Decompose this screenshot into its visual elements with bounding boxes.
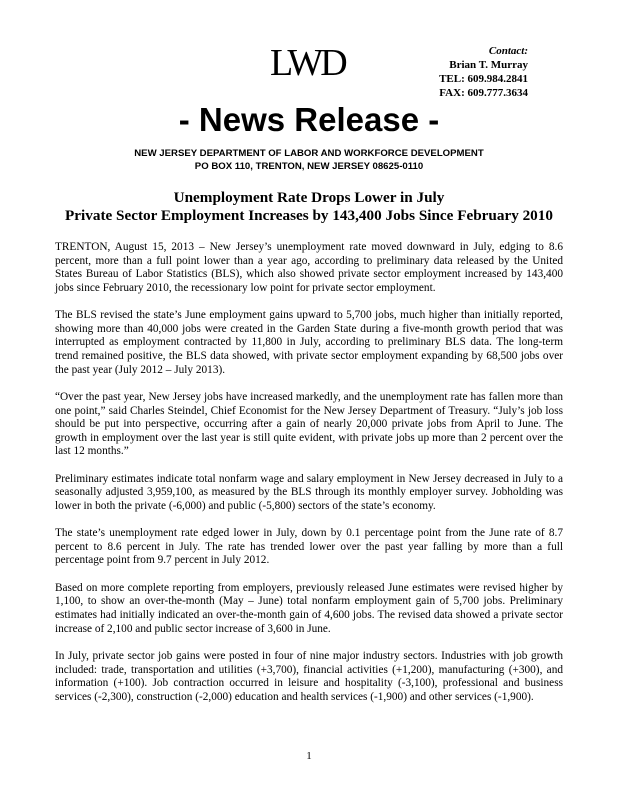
release-title-line-2: Private Sector Employment Increases by 143,400 Jobs Since February 2010 [65, 207, 553, 224]
lwd-logo: LWD [270, 42, 345, 84]
contact-block [439, 44, 528, 100]
paragraph-5: The state’s unemployment rate edged lower in July, down by 0.1 percentage point from the June rate of 8.7 percent to 8.6 percent in July. The rate has trended lower over the past year falling by more than a full percentage point from 9.7 percent in July 2012. [55, 527, 563, 567]
news-release-heading: - News Release - [178, 101, 440, 138]
paragraph-1: TRENTON, August 15, 2013 – New Jersey’s unemployment rate moved downward in July, edging to 8.6 percent, more than a full point lower than a year ago, according to preliminary data released by the United States Bureau of Labor Statistics (BLS), which also showed private sector employment increased by 143,400 jobs since February 2010, the recessionary low point for private sector employment. [55, 241, 563, 294]
paragraph-3: “Over the past year, New Jersey jobs have increased markedly, and the unemployment rate has fallen more than one point,” said Charles Steindel, Chief Economist for the New Jersey Department of Treasury. “July’s job loss should be put into perspective, occurring after a gain of nearly 20,000 private jobs from April to June. The growth in employment over the last year is still quite evident, with private jobs up more than 2 percent over the last 12 months.” [55, 390, 563, 458]
paragraph-6: Based on more complete reporting from employers, previously released June estimates were revised higher by 1,100, to show an over-the-month (May – June) total nonfarm employment gain of 5,700 jobs. Preliminary estimates had initially indicated an over-the-month gain of 4,600 jobs. The revised data showed a private sector increase of 2,100 and public sector increase of 3,600 in June. [55, 581, 563, 635]
contact-label: Contact: [488, 45, 528, 57]
release-title [0, 189, 618, 225]
contact-tel: TEL: 609.984.2841 [439, 73, 528, 85]
release-body [55, 241, 563, 718]
paragraph-7: In July, private sector job gains were posted in four of nine major industry sectors. Industries with job growth included: trade, transportation and utilities (+3,700), financial activities (+1,200), manufacturing (+300), and information (+100). Job contraction occurred in leisure and hospitality (-3,100), professional and business services (-2,300), construction (-2,000) education and health services (-1,900) and other services (-1,900). [55, 650, 563, 703]
page-number: 1 [306, 750, 312, 762]
paragraph-4: Preliminary estimates indicate total nonfarm wage and salary employment in New Jersey decreased in July to a seasonally adjusted 3,959,100, as measured by the BLS through its monthly employer survey. Jobholding was lower in both the private (-6,000) and public (-5,800) sectors of the state’s economy. [55, 472, 563, 512]
org-name: NEW JERSEY DEPARTMENT OF LABOR AND WORKFORCE DEVELOPMENT [134, 148, 484, 159]
org-address [0, 148, 618, 173]
contact-fax: FAX: 609.777.3634 [439, 87, 528, 99]
release-title-line-1: Unemployment Rate Drops Lower in July [173, 189, 445, 206]
contact-name: Brian T. Murray [449, 59, 528, 71]
paragraph-2: The BLS revised the state’s June employment gains upward to 5,700 jobs, much higher than initially reported, showing more than 40,000 jobs were created in the Garden State during a five-month growth period that was interrupted as employment contracted by 11,800 in July, according to preliminary BLS data. The long-term trend remained positive, the BLS data showed, with private sector employment expanding by 68,500 jobs over the past year (July 2012 – July 2013). [55, 309, 563, 376]
org-po-box: PO BOX 110, TRENTON, NEW JERSEY 08625-0110 [194, 160, 424, 172]
